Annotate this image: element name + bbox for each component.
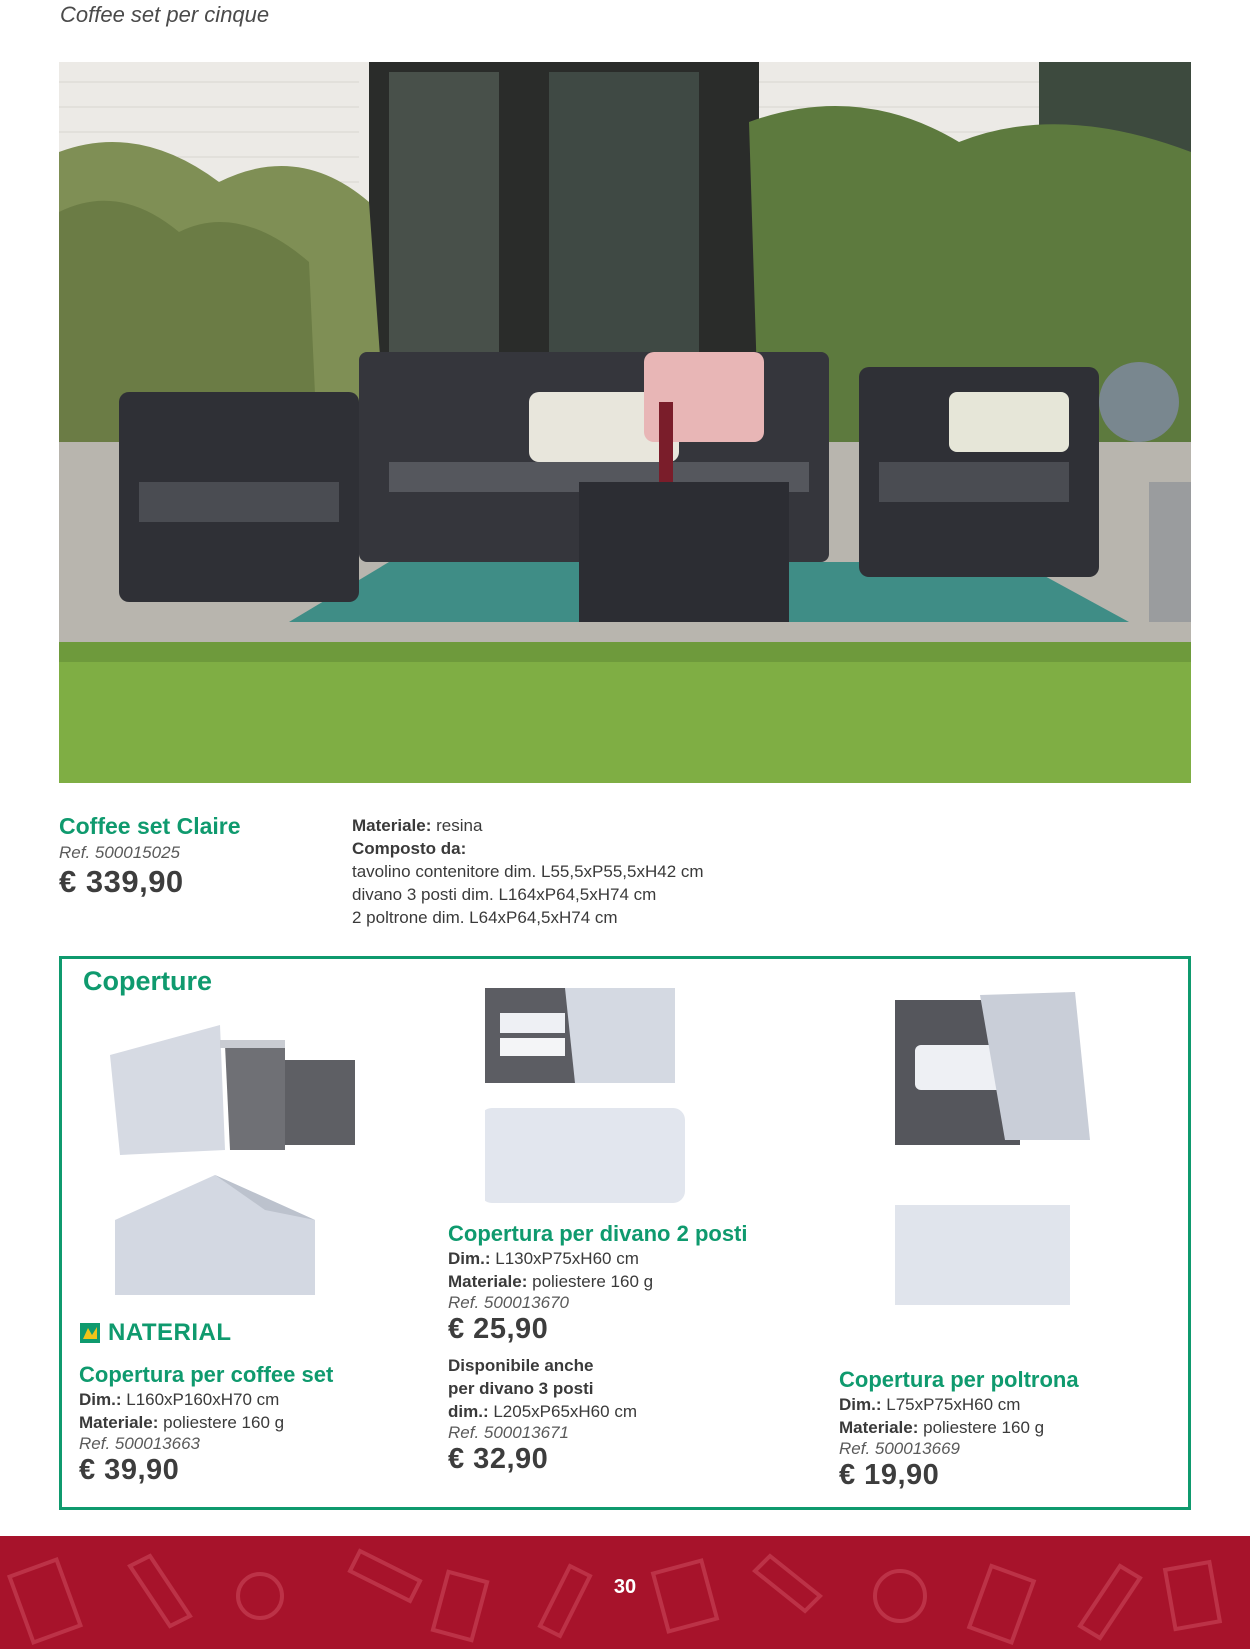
cover-price: € 25,90 (448, 1313, 549, 1345)
cover-item-armchair (839, 1367, 1179, 1492)
dim-value: L160xP160xH70 cm (126, 1390, 280, 1409)
cover-ref: Ref. 500013670 (448, 1293, 569, 1312)
page-heading: Coffee set per cinque (60, 2, 270, 27)
material-label: Materiale: (352, 816, 432, 835)
also-dim-value: L205xP65xH60 cm (493, 1402, 637, 1421)
cover-ref: Ref. 500013663 (79, 1434, 200, 1453)
material-value: resina (436, 816, 483, 835)
dim-label: Dim.: (448, 1249, 491, 1268)
also-price: € 32,90 (448, 1443, 549, 1475)
material-value: poliestere 160 g (923, 1418, 1045, 1437)
cover-ref: Ref. 500013669 (839, 1439, 960, 1458)
material-value: poliestere 160 g (532, 1272, 654, 1291)
material-label: Materiale: (448, 1272, 528, 1291)
also-available-line2: per divano 3 posti (448, 1379, 594, 1398)
dim-label: Dim.: (79, 1390, 122, 1409)
naterial-brand (80, 1318, 232, 1348)
cover-item-coffee-set (79, 1362, 419, 1487)
also-available-line1: Disponibile anche (448, 1356, 594, 1375)
brand-name: NATERIAL (108, 1319, 232, 1346)
main-product-ref: Ref. 500015025 (59, 843, 180, 862)
dim-value: L130xP75xH60 cm (495, 1249, 639, 1268)
covers-title: Coperture (83, 966, 213, 996)
main-product-price: € 339,90 (59, 864, 184, 899)
cover-price: € 19,90 (839, 1459, 940, 1491)
also-dim-label: dim.: (448, 1402, 489, 1421)
cover-item-sofa-2-seater (448, 1221, 788, 1476)
cover-price: € 39,90 (79, 1454, 180, 1486)
composed-label: Composto da: (352, 839, 467, 858)
footer-band (0, 1536, 1250, 1649)
main-product-name: Coffee set Claire (59, 813, 241, 839)
naterial-logo-icon (80, 1323, 100, 1343)
dim-label: Dim.: (839, 1395, 882, 1414)
coffee-set-cover-image (105, 1010, 365, 1315)
dim-value: L75xP75xH60 cm (886, 1395, 1021, 1414)
material-value: poliestere 160 g (163, 1413, 285, 1432)
cover-name: Copertura per poltrona (839, 1367, 1079, 1392)
also-ref: Ref. 500013671 (448, 1423, 569, 1442)
cover-name: Copertura per divano 2 posti (448, 1221, 748, 1246)
material-label: Materiale: (839, 1418, 919, 1437)
material-label: Materiale: (79, 1413, 159, 1432)
main-product-specs (352, 814, 912, 929)
hero-photo (59, 62, 1191, 783)
component-item: divano 3 posti dim. L164xP64,5xH74 cm (352, 885, 657, 904)
armchair-cover-image (895, 990, 1095, 1315)
component-item: 2 poltrone dim. L64xP64,5xH74 cm (352, 908, 618, 927)
sofa-2-seater-cover-image (485, 983, 685, 1218)
component-item: tavolino contenitore dim. L55,5xP55,5xH42 cm (352, 862, 704, 881)
cover-name: Copertura per coffee set (79, 1362, 334, 1387)
page-number: 30 (613, 1576, 637, 1598)
